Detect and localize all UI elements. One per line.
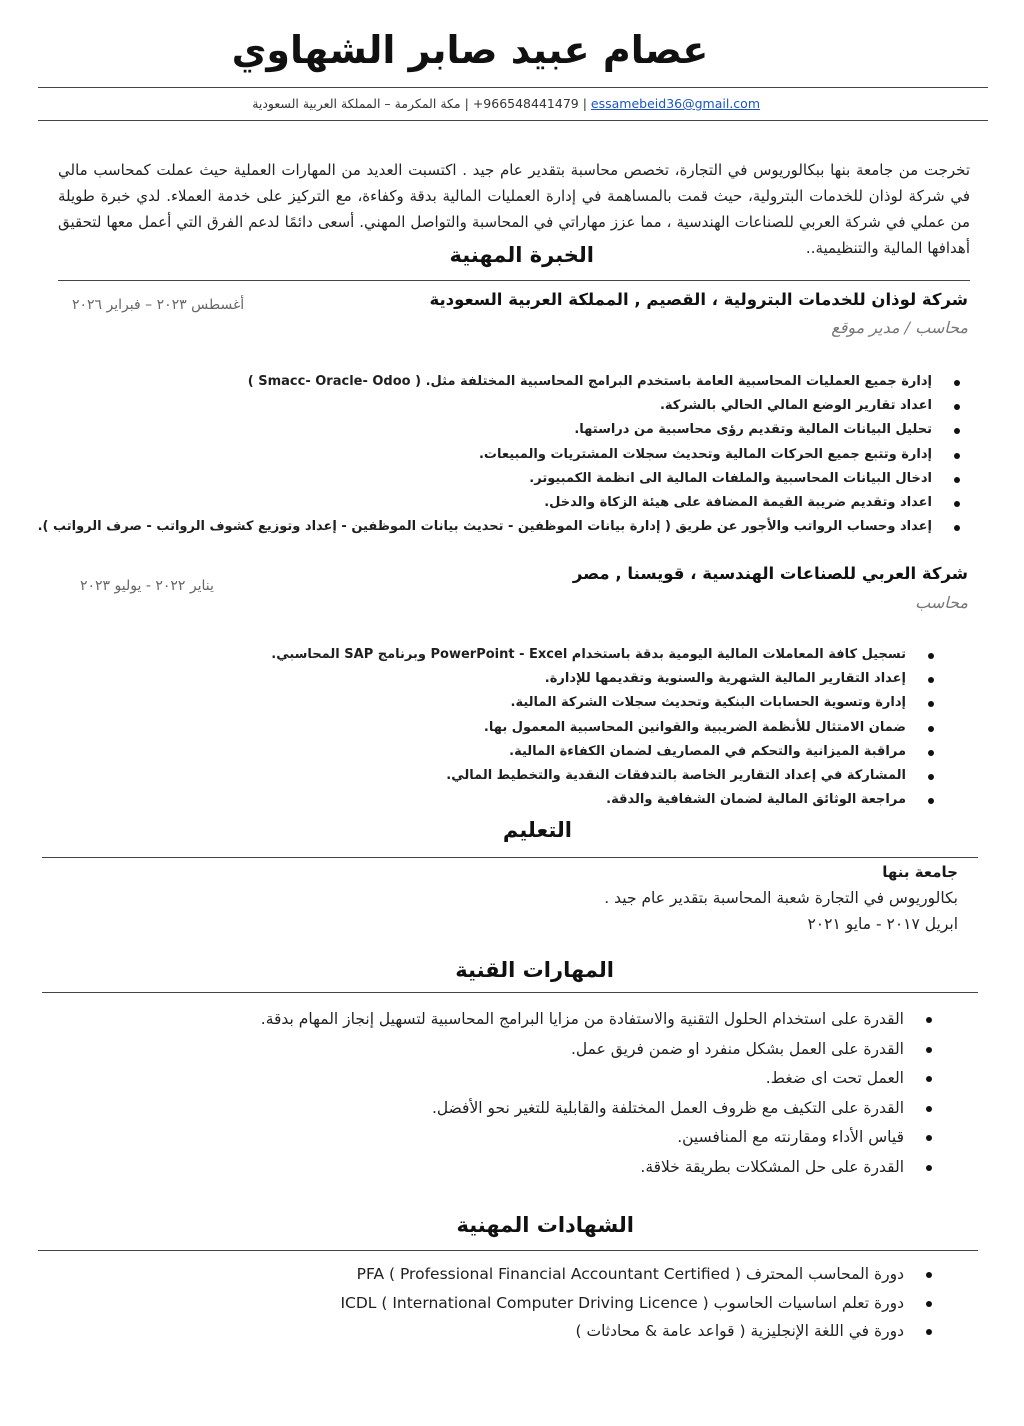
skill-item: القدرة على التكيف مع ظروف العمل المختلفة والقابلية للتغير نحو الأفضل.	[261, 1094, 904, 1124]
skill-item: القدرة على العمل بشكل منفرد او ضمن فريق عمل.	[261, 1035, 904, 1065]
candidate-name: عصام عبيد صابر الشهاوي	[231, 28, 709, 72]
job-date-1: أغسطس ٢٠٢٣ – فبراير ٢٠٢٦	[72, 297, 245, 313]
job-tasks-2	[271, 643, 906, 812]
phone-number: +966548441479	[472, 96, 579, 111]
job-company-2: شركة العربي للصناعات الهندسية ، قويسنا , مصر	[572, 564, 968, 583]
skill-item: قياس الأداء ومقارنته مع المنافسين.	[261, 1123, 904, 1153]
experience-section-title: الخبرة المهنية	[449, 243, 594, 267]
task-item: إدارة وتتبع جميع الحركات المالية وتحديث سجلات المشتريات والمبيعات.	[38, 443, 932, 467]
skill-item: العمل تحت اى ضغط.	[261, 1064, 904, 1094]
task-item: تحليل البيانات المالية وتقديم رؤى محاسبية من دراستها.	[38, 418, 932, 442]
task-item: إعداد وحساب الرواتب والأجور عن طريق ( إدارة بيانات الموظفين - تحديث بيانات الموظفين - إعداد وتوزيع كشوف الرواتب - صرف الرواتب ).	[38, 515, 932, 539]
experience-divider	[58, 280, 970, 281]
professional-summary: تخرجت من جامعة بنها ببكالوريوس في التجارة، تخصص محاسبة بتقدير عام جيد . اكتسبت العديد من المهارات العملية حيث عملت كمحاسب مالي في شركة لوذان للخدمات البترولية، حيث قمت بالمساهمة في إدارة العمليات المالية بدقة وكفاءة، مع التركيز على خدمة العملاء. لدي خبرة طويلة من عملي في شركة العربي للصناعات الهندسية ، مما عزز مهاراتي في المحاسبة والتواصل المهني. أسعى دائمًا لدعم الفرق التي أعمل معها لتحقيق أهدافها المالية والتنظيمية..	[58, 161, 970, 257]
task-item: اعداد تقارير الوضع المالي الحالي بالشركة.	[38, 394, 932, 418]
header-top-divider	[38, 87, 988, 88]
contact-separator: |	[464, 96, 469, 111]
task-item: ادخال البيانات المحاسبية والملفات المالية الى انظمة الكمبيوتر.	[38, 467, 932, 491]
task-item: المشاركة في إعداد التقارير الخاصة بالتدفقات النقدية والتخطيط المالي.	[271, 764, 906, 788]
skill-item: القدرة على استخدام الحلول التقنية والاستفادة من مزايا البرامج المحاسبية لتسهيل إنجاز المهام بدقة.	[261, 1005, 904, 1035]
contact-line	[200, 96, 760, 111]
skill-item: القدرة على حل المشكلات بطريقة خلاقة.	[261, 1153, 904, 1183]
task-item: تسجيل كافة المعاملات المالية اليومية بدقة باستخدام PowerPoint - Excel وبرنامج SAP المحاسبي.	[271, 643, 906, 667]
header-bottom-divider	[38, 120, 988, 121]
task-item: إعداد التقارير المالية الشهرية والسنوية وتقديمها للإدارة.	[271, 667, 906, 691]
task-item: مراجعة الوثائق المالية لضمان الشفافية والدقة.	[271, 788, 906, 812]
certifications-divider	[38, 1250, 978, 1251]
task-item: ضمان الامتثال للأنظمة الضريبية والقوانين المحاسبية المعمول بها.	[271, 716, 906, 740]
job-company-1: شركة لوذان للخدمات البترولية ، القصيم , المملكة العربية السعودية	[429, 290, 968, 309]
skills-section-title: المهارات القنية	[455, 958, 614, 982]
task-item: إدارة وتسوية الحسابات البنكية وتحديث سجلات الشركة المالية.	[271, 691, 906, 715]
education-university: جامعة بنها	[882, 863, 958, 881]
certification-item: دورة في اللغة الإنجليزية ( قواعد عامة & محادثات )	[340, 1317, 904, 1346]
task-item: اعداد وتقديم ضريبة القيمة المضافة على هيئة الزكاة والدخل.	[38, 491, 932, 515]
location-text: مكة المكرمة – المملكة العربية السعودية	[252, 96, 461, 111]
job-date-2: يناير ٢٠٢٢ - يوليو ٢٠٢٣	[80, 578, 214, 594]
skills-list	[261, 1005, 904, 1183]
task-item: مراقبة الميزانية والتحكم في المصاريف لضمان الكفاءة المالية.	[271, 740, 906, 764]
education-degree: بكالوريوس في التجارة شعبة المحاسبة بتقدير عام جيد .	[604, 889, 958, 907]
skills-divider	[42, 992, 978, 993]
job-role-2: محاسب	[915, 593, 968, 612]
certification-item: دورة تعلم اساسيات الحاسوب ICDL ( International Computer Driving Licence )	[340, 1289, 904, 1318]
certification-item: دورة المحاسب المحترف PFA ( Professional Financial Accountant Certified )	[340, 1260, 904, 1289]
email-link[interactable]: essamebeid36@gmail.com	[590, 96, 760, 111]
education-divider	[42, 857, 978, 858]
job-tasks-1	[38, 370, 932, 539]
contact-separator: |	[582, 96, 587, 111]
education-section-title: التعليم	[502, 818, 572, 842]
task-item: إدارة جميع العمليات المحاسبية العامة باستخدم البرامج المحاسبية المختلفة مثل. ( Smacc- Oracle- Odoo )	[38, 370, 932, 394]
certifications-section-title: الشهادات المهنية	[456, 1213, 634, 1237]
certifications-list	[340, 1260, 904, 1346]
education-dates: ابريل ٢٠١٧ - مايو ٢٠٢١	[807, 915, 958, 933]
job-role-1: محاسب / مدير موقع	[831, 318, 968, 337]
